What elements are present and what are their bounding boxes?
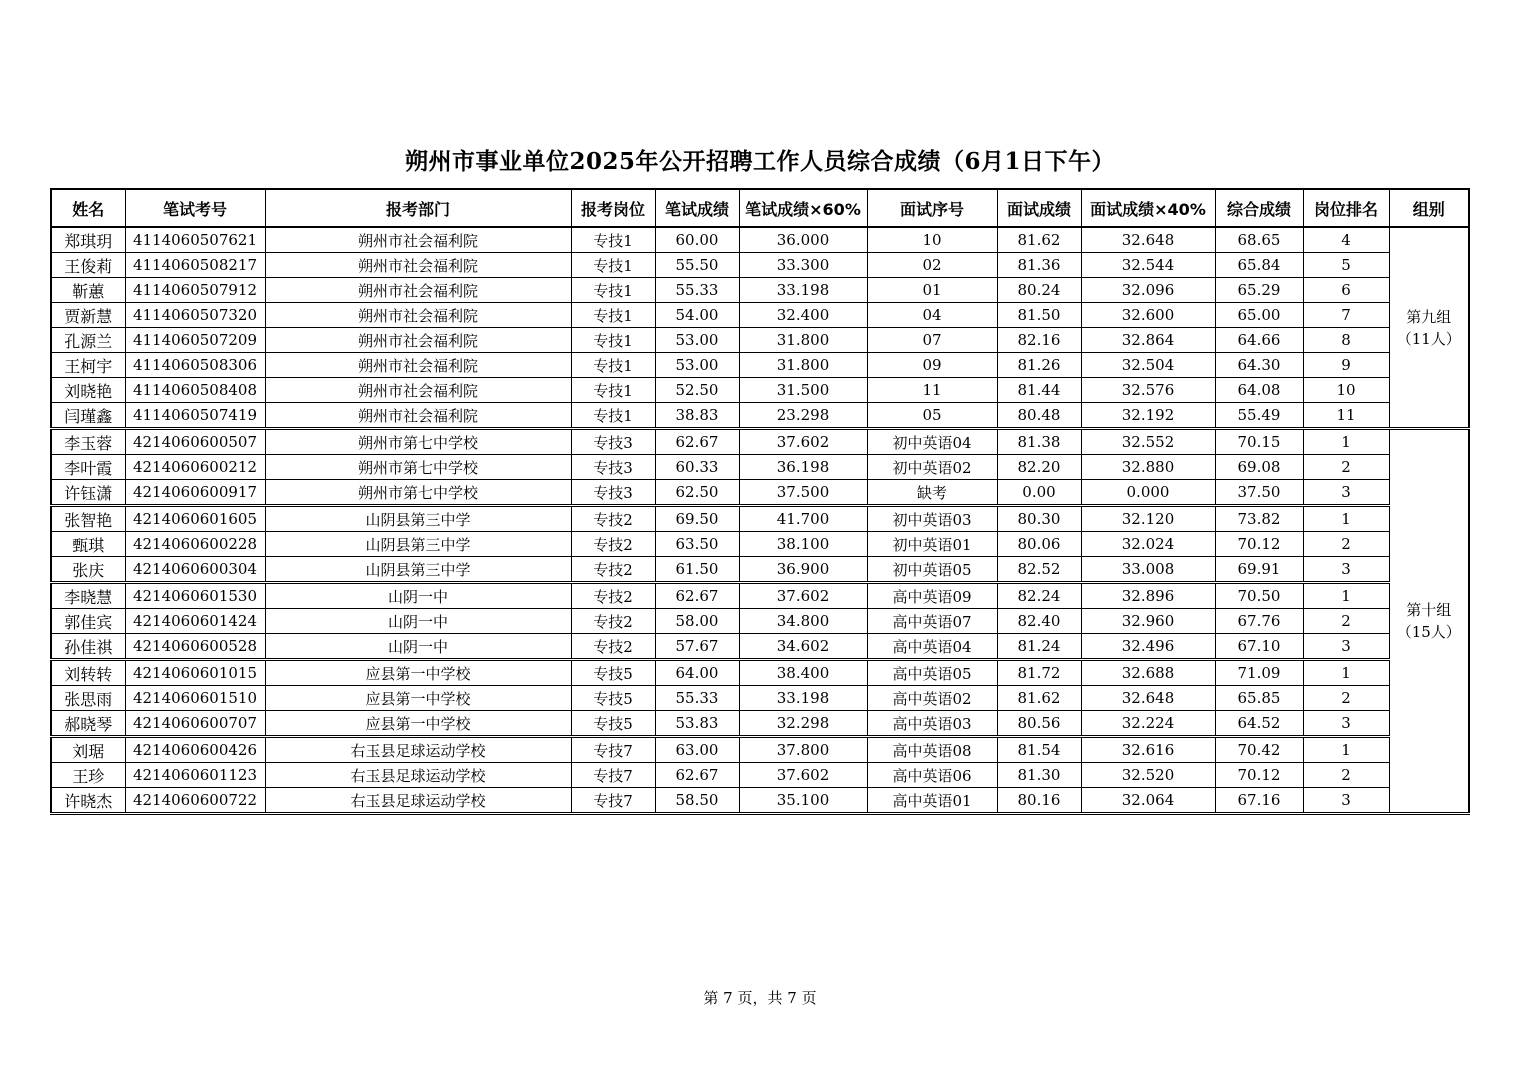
cell-exam-id: 4114060507209 bbox=[125, 328, 265, 353]
cell-total: 37.50 bbox=[1215, 480, 1303, 506]
cell-written: 60.00 bbox=[655, 227, 739, 253]
header-written-60: 笔试成绩×60% bbox=[739, 189, 867, 227]
cell-rank: 3 bbox=[1303, 711, 1389, 737]
cell-exam-id: 4214060601530 bbox=[125, 583, 265, 609]
cell-exam-id: 4214060600722 bbox=[125, 788, 265, 814]
cell-written: 38.83 bbox=[655, 403, 739, 429]
cell-interview-40: 32.192 bbox=[1081, 403, 1215, 429]
cell-total: 70.12 bbox=[1215, 532, 1303, 557]
header-interview-40: 面试成绩×40% bbox=[1081, 189, 1215, 227]
page-title: 朔州市事业单位2025年公开招聘工作人员综合成绩（6月1日下午） bbox=[404, 148, 1116, 175]
cell-written-60: 37.500 bbox=[739, 480, 867, 506]
cell-total: 64.30 bbox=[1215, 353, 1303, 378]
group-count: （11人） bbox=[1396, 329, 1461, 348]
cell-interview-no: 高中英语05 bbox=[867, 660, 997, 686]
table-row bbox=[51, 480, 1469, 506]
cell-interview: 82.40 bbox=[997, 609, 1081, 634]
cell-exam-id: 4114060507320 bbox=[125, 303, 265, 328]
cell-rank: 2 bbox=[1303, 763, 1389, 788]
cell-interview: 81.36 bbox=[997, 253, 1081, 278]
cell-name: 张智艳 bbox=[51, 506, 125, 532]
header-interview: 面试成绩 bbox=[997, 189, 1081, 227]
table-row bbox=[51, 378, 1469, 403]
cell-name: 张庆 bbox=[51, 557, 125, 583]
cell-post: 专技3 bbox=[571, 480, 655, 506]
cell-post: 专技1 bbox=[571, 278, 655, 303]
cell-interview-no: 02 bbox=[867, 253, 997, 278]
cell-written: 64.00 bbox=[655, 660, 739, 686]
cell-dept: 朔州市社会福利院 bbox=[265, 353, 571, 378]
cell-interview-no: 高中英语06 bbox=[867, 763, 997, 788]
cell-written: 61.50 bbox=[655, 557, 739, 583]
cell-interview-40: 32.520 bbox=[1081, 763, 1215, 788]
cell-exam-id: 4214060600917 bbox=[125, 480, 265, 506]
cell-dept: 应县第一中学校 bbox=[265, 660, 571, 686]
cell-total: 70.42 bbox=[1215, 737, 1303, 763]
cell-written-60: 32.298 bbox=[739, 711, 867, 737]
cell-name: 郭佳宾 bbox=[51, 609, 125, 634]
cell-dept: 朔州市社会福利院 bbox=[265, 303, 571, 328]
cell-interview-40: 32.544 bbox=[1081, 253, 1215, 278]
cell-written-60: 37.602 bbox=[739, 763, 867, 788]
cell-exam-id: 4214060601605 bbox=[125, 506, 265, 532]
cell-rank: 1 bbox=[1303, 429, 1389, 455]
cell-exam-id: 4214060601510 bbox=[125, 686, 265, 711]
header-interview-no: 面试序号 bbox=[867, 189, 997, 227]
cell-total: 67.16 bbox=[1215, 788, 1303, 814]
table-row bbox=[51, 737, 1469, 763]
group-label: 第十组 bbox=[1406, 601, 1452, 619]
cell-rank: 8 bbox=[1303, 328, 1389, 353]
cell-post: 专技3 bbox=[571, 455, 655, 480]
cell-total: 67.10 bbox=[1215, 634, 1303, 660]
cell-written: 55.33 bbox=[655, 686, 739, 711]
cell-exam-id: 4114060507419 bbox=[125, 403, 265, 429]
cell-written-60: 37.602 bbox=[739, 583, 867, 609]
cell-interview: 0.00 bbox=[997, 480, 1081, 506]
cell-total: 65.29 bbox=[1215, 278, 1303, 303]
cell-post: 专技1 bbox=[571, 253, 655, 278]
header-row bbox=[51, 189, 1469, 227]
cell-name: 郝晓琴 bbox=[51, 711, 125, 737]
cell-rank: 1 bbox=[1303, 583, 1389, 609]
table-row bbox=[51, 763, 1469, 788]
cell-dept: 山阴县第三中学 bbox=[265, 557, 571, 583]
cell-name: 李晓慧 bbox=[51, 583, 125, 609]
cell-interview-40: 32.064 bbox=[1081, 788, 1215, 814]
cell-post: 专技1 bbox=[571, 403, 655, 429]
cell-interview-no: 10 bbox=[867, 227, 997, 253]
cell-post: 专技7 bbox=[571, 763, 655, 788]
cell-interview: 82.24 bbox=[997, 583, 1081, 609]
cell-written: 53.00 bbox=[655, 328, 739, 353]
cell-written-60: 34.800 bbox=[739, 609, 867, 634]
table-row bbox=[51, 609, 1469, 634]
cell-interview: 80.16 bbox=[997, 788, 1081, 814]
cell-interview: 80.30 bbox=[997, 506, 1081, 532]
cell-interview: 80.48 bbox=[997, 403, 1081, 429]
cell-dept: 朔州市社会福利院 bbox=[265, 227, 571, 253]
cell-name: 靳蕙 bbox=[51, 278, 125, 303]
cell-written: 58.00 bbox=[655, 609, 739, 634]
cell-written: 55.50 bbox=[655, 253, 739, 278]
cell-total: 55.49 bbox=[1215, 403, 1303, 429]
cell-interview-40: 32.864 bbox=[1081, 328, 1215, 353]
cell-interview: 82.52 bbox=[997, 557, 1081, 583]
cell-interview-40: 32.024 bbox=[1081, 532, 1215, 557]
cell-rank: 2 bbox=[1303, 455, 1389, 480]
cell-interview-40: 32.896 bbox=[1081, 583, 1215, 609]
cell-written-60: 33.198 bbox=[739, 686, 867, 711]
cell-written: 62.50 bbox=[655, 480, 739, 506]
cell-dept: 朔州市社会福利院 bbox=[265, 278, 571, 303]
cell-post: 专技5 bbox=[571, 711, 655, 737]
cell-dept: 山阴县第三中学 bbox=[265, 532, 571, 557]
cell-interview-40: 32.576 bbox=[1081, 378, 1215, 403]
header-rank: 岗位排名 bbox=[1303, 189, 1389, 227]
cell-exam-id: 4214060600528 bbox=[125, 634, 265, 660]
table-row bbox=[51, 328, 1469, 353]
cell-total: 65.00 bbox=[1215, 303, 1303, 328]
cell-post: 专技1 bbox=[571, 353, 655, 378]
cell-interview: 81.62 bbox=[997, 227, 1081, 253]
cell-exam-id: 4214060601424 bbox=[125, 609, 265, 634]
cell-name: 许晓杰 bbox=[51, 788, 125, 814]
cell-post: 专技2 bbox=[571, 583, 655, 609]
cell-interview-40: 32.600 bbox=[1081, 303, 1215, 328]
cell-interview-40: 32.648 bbox=[1081, 686, 1215, 711]
cell-written: 53.00 bbox=[655, 353, 739, 378]
cell-total: 64.52 bbox=[1215, 711, 1303, 737]
cell-written: 62.67 bbox=[655, 583, 739, 609]
cell-written-60: 31.500 bbox=[739, 378, 867, 403]
cell-interview: 80.24 bbox=[997, 278, 1081, 303]
cell-dept: 山阴一中 bbox=[265, 634, 571, 660]
cell-rank: 10 bbox=[1303, 378, 1389, 403]
header-written: 笔试成绩 bbox=[655, 189, 739, 227]
cell-interview-no: 高中英语09 bbox=[867, 583, 997, 609]
cell-written-60: 23.298 bbox=[739, 403, 867, 429]
cell-name: 王珍 bbox=[51, 763, 125, 788]
cell-written-60: 36.000 bbox=[739, 227, 867, 253]
table-row bbox=[51, 278, 1469, 303]
cell-exam-id: 4214060600304 bbox=[125, 557, 265, 583]
group-cell bbox=[1389, 429, 1469, 814]
cell-total: 69.08 bbox=[1215, 455, 1303, 480]
cell-rank: 3 bbox=[1303, 634, 1389, 660]
cell-name: 李叶霞 bbox=[51, 455, 125, 480]
cell-written: 62.67 bbox=[655, 429, 739, 455]
cell-interview: 81.54 bbox=[997, 737, 1081, 763]
cell-interview-no: 初中英语01 bbox=[867, 532, 997, 557]
cell-post: 专技7 bbox=[571, 737, 655, 763]
cell-interview-40: 32.880 bbox=[1081, 455, 1215, 480]
cell-written: 63.00 bbox=[655, 737, 739, 763]
cell-interview-no: 初中英语05 bbox=[867, 557, 997, 583]
cell-total: 71.09 bbox=[1215, 660, 1303, 686]
table-row bbox=[51, 788, 1469, 814]
header-name: 姓名 bbox=[51, 189, 125, 227]
cell-written-60: 31.800 bbox=[739, 353, 867, 378]
cell-rank: 1 bbox=[1303, 737, 1389, 763]
cell-rank: 1 bbox=[1303, 660, 1389, 686]
cell-exam-id: 4214060600707 bbox=[125, 711, 265, 737]
header-dept: 报考部门 bbox=[265, 189, 571, 227]
cell-name: 闫瑾鑫 bbox=[51, 403, 125, 429]
cell-dept: 朔州市第七中学校 bbox=[265, 455, 571, 480]
cell-written: 53.83 bbox=[655, 711, 739, 737]
cell-exam-id: 4214060600212 bbox=[125, 455, 265, 480]
cell-written: 69.50 bbox=[655, 506, 739, 532]
cell-rank: 4 bbox=[1303, 227, 1389, 253]
cell-name: 李玉蓉 bbox=[51, 429, 125, 455]
cell-exam-id: 4214060601123 bbox=[125, 763, 265, 788]
cell-interview-no: 高中英语07 bbox=[867, 609, 997, 634]
cell-exam-id: 4114060507621 bbox=[125, 227, 265, 253]
cell-total: 65.84 bbox=[1215, 253, 1303, 278]
cell-post: 专技7 bbox=[571, 788, 655, 814]
table-body bbox=[51, 227, 1469, 814]
cell-post: 专技1 bbox=[571, 303, 655, 328]
cell-rank: 2 bbox=[1303, 609, 1389, 634]
cell-exam-id: 4114060508217 bbox=[125, 253, 265, 278]
cell-dept: 山阴县第三中学 bbox=[265, 506, 571, 532]
cell-dept: 右玉县足球运动学校 bbox=[265, 788, 571, 814]
table-row bbox=[51, 583, 1469, 609]
cell-written: 62.67 bbox=[655, 763, 739, 788]
cell-dept: 山阴一中 bbox=[265, 583, 571, 609]
cell-exam-id: 4214060600426 bbox=[125, 737, 265, 763]
cell-interview: 81.26 bbox=[997, 353, 1081, 378]
cell-dept: 朔州市社会福利院 bbox=[265, 403, 571, 429]
cell-name: 贾新慧 bbox=[51, 303, 125, 328]
cell-post: 专技2 bbox=[571, 609, 655, 634]
cell-dept: 应县第一中学校 bbox=[265, 711, 571, 737]
cell-written-60: 41.700 bbox=[739, 506, 867, 532]
cell-interview: 80.06 bbox=[997, 532, 1081, 557]
cell-exam-id: 4214060601015 bbox=[125, 660, 265, 686]
table-row bbox=[51, 506, 1469, 532]
cell-interview: 81.72 bbox=[997, 660, 1081, 686]
table-row bbox=[51, 429, 1469, 455]
cell-name: 王柯宇 bbox=[51, 353, 125, 378]
cell-written-60: 35.100 bbox=[739, 788, 867, 814]
cell-interview: 81.38 bbox=[997, 429, 1081, 455]
cell-dept: 朔州市第七中学校 bbox=[265, 480, 571, 506]
cell-dept: 右玉县足球运动学校 bbox=[265, 763, 571, 788]
cell-post: 专技1 bbox=[571, 378, 655, 403]
cell-name: 刘晓艳 bbox=[51, 378, 125, 403]
cell-interview-no: 高中英语08 bbox=[867, 737, 997, 763]
cell-rank: 3 bbox=[1303, 557, 1389, 583]
cell-interview-40: 32.504 bbox=[1081, 353, 1215, 378]
cell-written-60: 34.602 bbox=[739, 634, 867, 660]
cell-interview-no: 初中英语04 bbox=[867, 429, 997, 455]
table-row bbox=[51, 253, 1469, 278]
cell-dept: 朔州市社会福利院 bbox=[265, 378, 571, 403]
cell-rank: 2 bbox=[1303, 686, 1389, 711]
cell-rank: 1 bbox=[1303, 506, 1389, 532]
cell-post: 专技3 bbox=[571, 429, 655, 455]
table-row bbox=[51, 660, 1469, 686]
cell-total: 70.12 bbox=[1215, 763, 1303, 788]
cell-written-60: 37.602 bbox=[739, 429, 867, 455]
cell-exam-id: 4114060508408 bbox=[125, 378, 265, 403]
cell-interview: 81.62 bbox=[997, 686, 1081, 711]
cell-written: 55.33 bbox=[655, 278, 739, 303]
header-post: 报考岗位 bbox=[571, 189, 655, 227]
cell-rank: 3 bbox=[1303, 480, 1389, 506]
cell-interview-40: 32.224 bbox=[1081, 711, 1215, 737]
cell-total: 67.76 bbox=[1215, 609, 1303, 634]
cell-interview: 81.44 bbox=[997, 378, 1081, 403]
cell-name: 孙佳祺 bbox=[51, 634, 125, 660]
cell-post: 专技2 bbox=[571, 506, 655, 532]
cell-interview: 82.16 bbox=[997, 328, 1081, 353]
header-group: 组别 bbox=[1389, 189, 1469, 227]
cell-interview: 80.56 bbox=[997, 711, 1081, 737]
cell-interview-no: 11 bbox=[867, 378, 997, 403]
cell-name: 王俊莉 bbox=[51, 253, 125, 278]
cell-written-60: 31.800 bbox=[739, 328, 867, 353]
table-row bbox=[51, 353, 1469, 378]
cell-written: 63.50 bbox=[655, 532, 739, 557]
cell-written: 58.50 bbox=[655, 788, 739, 814]
cell-interview: 81.24 bbox=[997, 634, 1081, 660]
cell-name: 甄琪 bbox=[51, 532, 125, 557]
cell-total: 64.08 bbox=[1215, 378, 1303, 403]
cell-dept: 右玉县足球运动学校 bbox=[265, 737, 571, 763]
cell-interview-no: 高中英语01 bbox=[867, 788, 997, 814]
cell-total: 64.66 bbox=[1215, 328, 1303, 353]
cell-interview-40: 32.496 bbox=[1081, 634, 1215, 660]
cell-dept: 朔州市社会福利院 bbox=[265, 253, 571, 278]
table-row bbox=[51, 455, 1469, 480]
table-row bbox=[51, 303, 1469, 328]
cell-name: 刘琚 bbox=[51, 737, 125, 763]
cell-written: 52.50 bbox=[655, 378, 739, 403]
cell-post: 专技5 bbox=[571, 660, 655, 686]
cell-post: 专技2 bbox=[571, 557, 655, 583]
cell-interview-no: 高中英语04 bbox=[867, 634, 997, 660]
table-row bbox=[51, 634, 1469, 660]
group-count: （15人） bbox=[1396, 623, 1461, 641]
table-row bbox=[51, 686, 1469, 711]
cell-exam-id: 4214060600228 bbox=[125, 532, 265, 557]
cell-interview-no: 09 bbox=[867, 353, 997, 378]
cell-interview-no: 04 bbox=[867, 303, 997, 328]
header-exam-id: 笔试考号 bbox=[125, 189, 265, 227]
cell-interview-no: 初中英语02 bbox=[867, 455, 997, 480]
cell-written-60: 38.400 bbox=[739, 660, 867, 686]
cell-post: 专技1 bbox=[571, 328, 655, 353]
cell-rank: 5 bbox=[1303, 253, 1389, 278]
cell-interview-40: 32.960 bbox=[1081, 609, 1215, 634]
cell-written: 54.00 bbox=[655, 303, 739, 328]
cell-rank: 11 bbox=[1303, 403, 1389, 429]
cell-total: 70.15 bbox=[1215, 429, 1303, 455]
cell-post: 专技5 bbox=[571, 686, 655, 711]
cell-written: 57.67 bbox=[655, 634, 739, 660]
cell-total: 69.91 bbox=[1215, 557, 1303, 583]
cell-interview-40: 32.688 bbox=[1081, 660, 1215, 686]
cell-dept: 山阴一中 bbox=[265, 609, 571, 634]
cell-post: 专技2 bbox=[571, 532, 655, 557]
cell-name: 孔源兰 bbox=[51, 328, 125, 353]
cell-interview-no: 05 bbox=[867, 403, 997, 429]
cell-post: 专技1 bbox=[571, 227, 655, 253]
cell-name: 张思雨 bbox=[51, 686, 125, 711]
cell-name: 郑琪玥 bbox=[51, 227, 125, 253]
cell-interview-40: 32.552 bbox=[1081, 429, 1215, 455]
cell-interview: 81.30 bbox=[997, 763, 1081, 788]
cell-interview-no: 高中英语03 bbox=[867, 711, 997, 737]
cell-total: 65.85 bbox=[1215, 686, 1303, 711]
cell-interview-no: 高中英语02 bbox=[867, 686, 997, 711]
cell-exam-id: 4114060508306 bbox=[125, 353, 265, 378]
cell-interview: 82.20 bbox=[997, 455, 1081, 480]
header-total: 综合成绩 bbox=[1215, 189, 1303, 227]
cell-rank: 7 bbox=[1303, 303, 1389, 328]
cell-interview-40: 0.000 bbox=[1081, 480, 1215, 506]
score-table bbox=[50, 188, 1470, 815]
cell-exam-id: 4214060600507 bbox=[125, 429, 265, 455]
cell-name: 许钰潇 bbox=[51, 480, 125, 506]
cell-interview-no: 07 bbox=[867, 328, 997, 353]
table-row bbox=[51, 403, 1469, 429]
cell-written-60: 37.800 bbox=[739, 737, 867, 763]
cell-rank: 6 bbox=[1303, 278, 1389, 303]
group-label: 第九组 bbox=[1406, 307, 1452, 326]
cell-total: 68.65 bbox=[1215, 227, 1303, 253]
cell-rank: 3 bbox=[1303, 788, 1389, 814]
table-row bbox=[51, 227, 1469, 253]
cell-written-60: 33.300 bbox=[739, 253, 867, 278]
cell-interview-no: 初中英语03 bbox=[867, 506, 997, 532]
cell-written-60: 33.198 bbox=[739, 278, 867, 303]
page-footer: 第 7 页，共 7 页 bbox=[703, 989, 817, 1007]
cell-interview-no: 缺考 bbox=[867, 480, 997, 506]
cell-interview-no: 01 bbox=[867, 278, 997, 303]
cell-post: 专技2 bbox=[571, 634, 655, 660]
cell-dept: 朔州市第七中学校 bbox=[265, 429, 571, 455]
cell-dept: 应县第一中学校 bbox=[265, 686, 571, 711]
cell-interview-40: 32.096 bbox=[1081, 278, 1215, 303]
group-cell bbox=[1389, 227, 1469, 429]
cell-written-60: 36.198 bbox=[739, 455, 867, 480]
cell-written: 60.33 bbox=[655, 455, 739, 480]
table-row bbox=[51, 711, 1469, 737]
table-row bbox=[51, 532, 1469, 557]
cell-interview-40: 33.008 bbox=[1081, 557, 1215, 583]
cell-rank: 2 bbox=[1303, 532, 1389, 557]
cell-interview-40: 32.120 bbox=[1081, 506, 1215, 532]
cell-interview-40: 32.648 bbox=[1081, 227, 1215, 253]
cell-exam-id: 4114060507912 bbox=[125, 278, 265, 303]
cell-dept: 朔州市社会福利院 bbox=[265, 328, 571, 353]
cell-interview-40: 32.616 bbox=[1081, 737, 1215, 763]
cell-interview: 81.50 bbox=[997, 303, 1081, 328]
cell-written-60: 38.100 bbox=[739, 532, 867, 557]
cell-total: 73.82 bbox=[1215, 506, 1303, 532]
cell-rank: 9 bbox=[1303, 353, 1389, 378]
cell-total: 70.50 bbox=[1215, 583, 1303, 609]
cell-written-60: 36.900 bbox=[739, 557, 867, 583]
cell-written-60: 32.400 bbox=[739, 303, 867, 328]
table-row bbox=[51, 557, 1469, 583]
cell-name: 刘转转 bbox=[51, 660, 125, 686]
